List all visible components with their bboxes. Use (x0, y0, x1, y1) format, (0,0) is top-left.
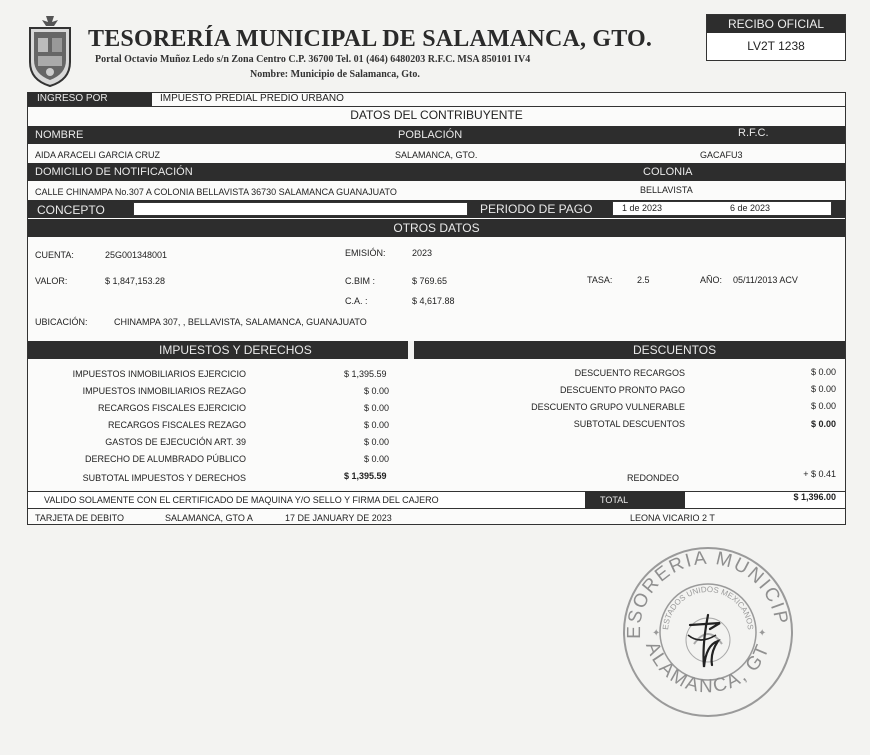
concepto-field (133, 202, 468, 216)
stamp-bottom-text: ALAMANCA, GT (641, 638, 775, 698)
impuesto-row-label: RECARGOS FISCALES EJERCICIO (97, 403, 246, 413)
impuesto-row-amount: $ 0.00 (364, 437, 390, 447)
ca-value: $ 4,617.88 (412, 296, 455, 306)
periodo-hasta: 6 de 2023 (730, 203, 771, 213)
emision-value: 2023 (412, 248, 433, 258)
valor-label: VALOR: (35, 276, 68, 286)
ubicacion-label: UBICACIÓN: (35, 317, 88, 327)
descuento-row-label: DESCUENTO GRUPO VULNERABLE (531, 402, 685, 412)
coat-of-arms-icon (24, 14, 76, 88)
receipt-label: RECIBO OFICIAL (707, 15, 845, 33)
nombre-value: AIDA ARACELI GARCIA CRUZ (35, 150, 161, 160)
impuesto-row-label: IMPUESTOS INMOBILIARIOS REZAGO (82, 386, 246, 396)
cajero: LEONA VICARIO 2 T (630, 513, 715, 523)
contribuyente-section-title: DATOS DEL CONTRIBUYENTE (350, 108, 523, 122)
impuesto-row-amount: $ 0.00 (364, 386, 390, 396)
descuento-subtotal-label: SUBTOTAL DESCUENTOS (573, 419, 685, 429)
receipt-number: LV2T 1238 (747, 39, 805, 53)
periodo-label: PERIODO DE PAGO (480, 202, 593, 216)
cashier-signature (680, 605, 740, 675)
impuesto-row-amount: $ 1,395.59 (344, 369, 387, 379)
cbim-value: $ 769.65 (412, 276, 448, 286)
impuesto-row-label: IMPUESTOS INMOBILIARIOS EJERCICIO (72, 369, 246, 379)
valor-value: $ 1,847,153.28 (105, 276, 166, 286)
impuestos-title: IMPUESTOS Y DERECHOS (159, 343, 312, 357)
ingreso-label: INGRESO POR (37, 93, 108, 104)
valido-text: VALIDO SOLAMENTE CON EL CERTIFICADO DE MAQUINA Y/O SELLO Y FIRMA DEL CAJERO (44, 495, 439, 505)
ingreso-value: IMPUESTO PREDIAL PREDIO URBANO (160, 93, 344, 104)
stamp-inner-text: ESTADOS UNIDOS MEXICANOS (661, 584, 755, 631)
descuento-row-amount: $ 0.00 (810, 384, 836, 394)
descuento-row-amount: $ 0.00 (810, 401, 836, 411)
bar-gap (408, 341, 414, 359)
divider (28, 106, 845, 107)
impuesto-row-amount: $ 0.00 (364, 454, 390, 464)
rfc-value: GACAFU3 (700, 150, 743, 160)
office-name: Nombre: Municipio de Salamanca, Gto. (250, 69, 420, 80)
anio-value: 05/11/2013 ACV (733, 275, 798, 285)
redondeo-label: REDONDEO (627, 473, 680, 483)
svg-text:✦: ✦ (652, 628, 661, 639)
domicilio-value: CALLE CHINAMPA No.307 A COLONIA BELLAVISTA 36730 SALAMANCA GUANAJUATO (35, 187, 397, 197)
descuento-row-label: DESCUENTO PRONTO PAGO (559, 385, 685, 395)
otros-datos-title: OTROS DATOS (393, 221, 480, 235)
impuesto-row-amount: $ 0.00 (364, 403, 390, 413)
impuesto-row-label: GASTOS DE EJECUCIÓN ART. 39 (105, 437, 246, 447)
impuesto-row-amount: $ 0.00 (364, 420, 390, 430)
office-address: Portal Octavio Muñoz Ledo s/n Zona Centro C.P. 36700 Tel. 01 (464) 6480203 R.F.C. MSA 850101 IV4 (95, 54, 531, 65)
total-label: TOTAL (600, 495, 629, 505)
emision-label: EMISIÓN: (345, 248, 386, 258)
nombre-label: NOMBRE (35, 129, 84, 141)
ca-label: C.A. : (345, 296, 368, 306)
colonia-value: BELLAVISTA (640, 185, 693, 195)
svg-text:✦: ✦ (758, 628, 767, 639)
descuentos-title: DESCUENTOS (633, 343, 717, 357)
total-value: $ 1,396.00 (793, 492, 836, 502)
pago-forma: TARJETA DE DEBITO (35, 513, 125, 523)
poblacion-value: SALAMANCA, GTO. (395, 150, 478, 160)
domicilio-label: DOMICILIO DE NOTIFICACIÓN (35, 166, 193, 178)
impuestos-descuentos-bar (28, 341, 845, 359)
rfc-label: R.F.C. (738, 127, 769, 139)
stamp-top-text: ESORERIA MUNICIP (623, 547, 792, 639)
pago-fecha: 17 DE JANUARY DE 2023 (285, 513, 392, 523)
tasa-label: TASA: (587, 275, 613, 285)
periodo-desde: 1 de 2023 (622, 203, 663, 213)
concepto-label: CONCEPTO (37, 203, 105, 217)
cuenta-value: 25G001348001 (105, 250, 168, 260)
ubicacion-value: CHINAMPA 307, , BELLAVISTA, SALAMANCA, GUANAJUATO (114, 317, 367, 327)
anio-label: AÑO: (700, 275, 723, 285)
impuesto-row-label: RECARGOS FISCALES REZAGO (107, 420, 246, 430)
descuento-subtotal-amount: $ 0.00 (810, 419, 836, 429)
tasa-value: 2.5 (637, 275, 650, 285)
descuento-row-label: DESCUENTO RECARGOS (574, 368, 685, 378)
impuesto-subtotal-amount: $ 1,395.59 (344, 471, 387, 481)
cbim-label: C.BIM : (345, 276, 376, 286)
descuento-row-amount: $ 0.00 (810, 367, 836, 377)
cuenta-label: CUENTA: (35, 250, 74, 260)
redondeo-value: + $ 0.41 (803, 469, 836, 479)
impuesto-subtotal-label: SUBTOTAL IMPUESTOS Y DERECHOS (82, 473, 246, 483)
colonia-label: COLONIA (643, 166, 693, 178)
impuesto-row-label: DERECHO DE ALUMBRADO PÚBLICO (84, 454, 246, 464)
poblacion-label: POBLACIÓN (398, 129, 463, 141)
receipt-number-box (706, 14, 846, 61)
office-title: TESORERÍA MUNICIPAL DE SALAMANCA, GTO. (88, 26, 653, 52)
pago-lugar: SALAMANCA, GTO A (165, 513, 253, 523)
